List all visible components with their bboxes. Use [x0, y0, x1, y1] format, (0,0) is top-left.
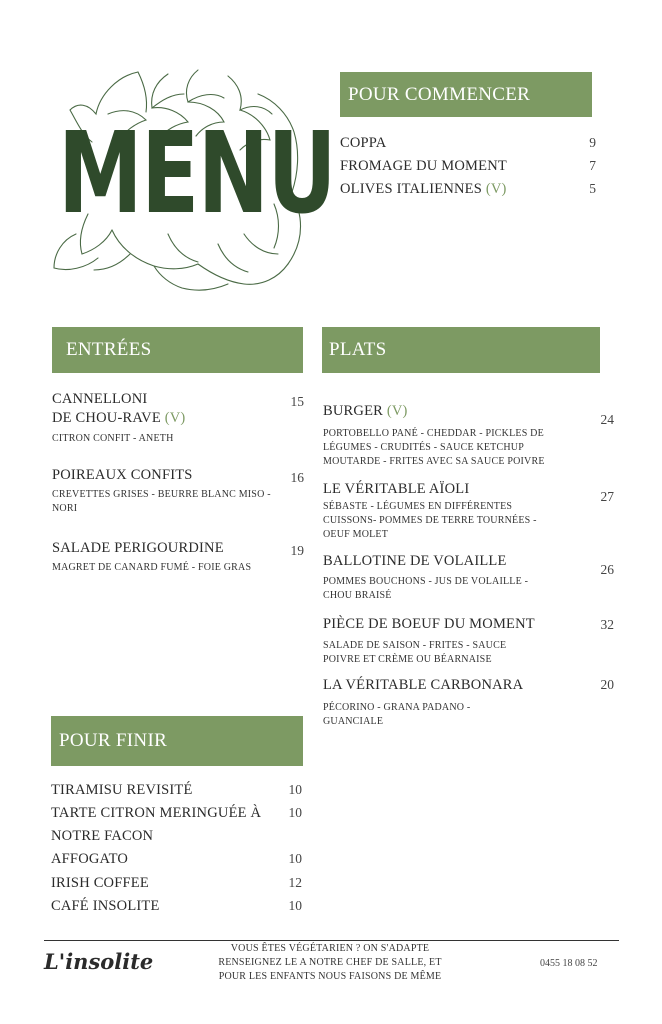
plat-description: POMMES BOUCHONS - JUS DE VOLAILLE - CHOU BRAISÉ: [323, 576, 529, 601]
dessert-price: 10: [288, 898, 302, 913]
footer-note-line: RENSEIGNEZ LE A NOTRE CHEF DE SALLE, ET: [218, 957, 442, 968]
dessert-name: CAFÉ INSOLITE: [51, 898, 160, 914]
dessert-price: 10: [288, 782, 302, 797]
plat-description: SÉBASTE - LÉGUMES EN DIFFÉRENTES CUISSONS- POMMES DE TERRE TOURNÉES - OEUF MOLET: [323, 501, 537, 540]
plat-price: 20: [600, 677, 614, 692]
plat-price: 24: [600, 412, 614, 427]
plat-description: PORTOBELLO PANÉ - CHEDDAR - PICKLES DE LÉGUMES - CRUDITÉS - SAUCE KETCHUP MOUTARDE - FRITES AVEC SA SAUCE POIVRE: [323, 428, 545, 467]
plat-name-text: BURGER: [323, 403, 384, 419]
starter-name-text: OLIVES ITALIENNES: [340, 181, 482, 197]
section-heading: PLATS: [329, 339, 387, 360]
restaurant-logo: L'insolite: [44, 949, 154, 974]
starter-price: 5: [589, 181, 596, 196]
plat-name: LA VÉRITABLE CARBONARA: [323, 677, 524, 693]
vegetarian-tag: (V): [485, 181, 507, 197]
menu-title: MENU: [58, 109, 336, 239]
starter-name: FROMAGE DU MOMENT: [340, 158, 507, 174]
starter-name: COPPA: [340, 135, 387, 151]
entree-name: CANNELLONI: [52, 391, 148, 407]
entree-name: POIREAUX CONFITS: [52, 467, 193, 483]
plat-description: SALADE DE SAISON - FRITES - SAUCE POIVRE ET CRÈME OU BÉARNAISE: [323, 640, 507, 665]
section-header-plats: [322, 327, 600, 373]
entree-name-text: DE CHOU-RAVE: [52, 410, 161, 426]
plat-name: [323, 403, 408, 420]
entree-description: CREVETTES GRISES - BEURRE BLANC MISO - NORI: [52, 489, 271, 514]
dessert-price: 10: [288, 805, 302, 820]
entree-name: [52, 410, 185, 427]
starter-price: 9: [589, 135, 596, 150]
dessert-name: NOTRE FACON: [51, 828, 154, 844]
footer-divider: [44, 940, 619, 941]
section-heading: ENTRÉES: [66, 339, 152, 360]
entree-description: MAGRET DE CANARD FUMÉ - FOIE GRAS: [52, 562, 252, 573]
entree-description: CITRON CONFIT - ANETH: [52, 433, 174, 444]
dessert-price: 10: [288, 851, 302, 866]
entree-price: 19: [290, 543, 304, 558]
dessert-name: AFFOGATO: [51, 851, 129, 867]
plat-price: 27: [600, 489, 614, 504]
section-heading: POUR COMMENCER: [348, 83, 531, 105]
starter-name: [340, 181, 507, 198]
entree-price: 15: [290, 394, 304, 409]
vegetarian-tag: (V): [386, 403, 408, 419]
plat-name: LE VÉRITABLE AÏOLI: [323, 481, 470, 497]
starter-price: 7: [589, 158, 596, 173]
entree-price: 16: [290, 470, 304, 485]
plat-description: PÉCORINO - GRANA PADANO - GUANCIALE: [323, 702, 471, 727]
phone-number: 0455 18 08 52: [540, 958, 598, 969]
plat-name: PIÈCE DE BOEUF DU MOMENT: [323, 616, 535, 632]
dessert-name: IRISH COFFEE: [51, 875, 149, 891]
footer-note-line: POUR LES ENFANTS NOUS FAISONS DE MÊME: [218, 971, 442, 982]
dessert-name: TIRAMISU REVISITÉ: [51, 782, 193, 798]
entree-name: SALADE PERIGOURDINE: [52, 540, 224, 556]
dessert-name: TARTE CITRON MERINGUÉE À: [51, 805, 262, 821]
plat-name: BALLOTINE DE VOLAILLE: [323, 553, 507, 569]
section-header-pour-finir: [51, 716, 303, 766]
footer-note-line: VOUS ÊTES VÉGÉTARIEN ? ON S'ADAPTE: [230, 943, 430, 954]
section-header-entrees: [52, 327, 303, 373]
footer-note: [200, 942, 460, 984]
dessert-price: 12: [288, 875, 302, 890]
plat-price: 26: [600, 562, 614, 577]
section-header-pour-commencer: [340, 72, 592, 117]
vegetarian-tag: (V): [164, 410, 186, 426]
plat-price: 32: [600, 617, 614, 632]
section-heading: POUR FINIR: [59, 730, 168, 751]
